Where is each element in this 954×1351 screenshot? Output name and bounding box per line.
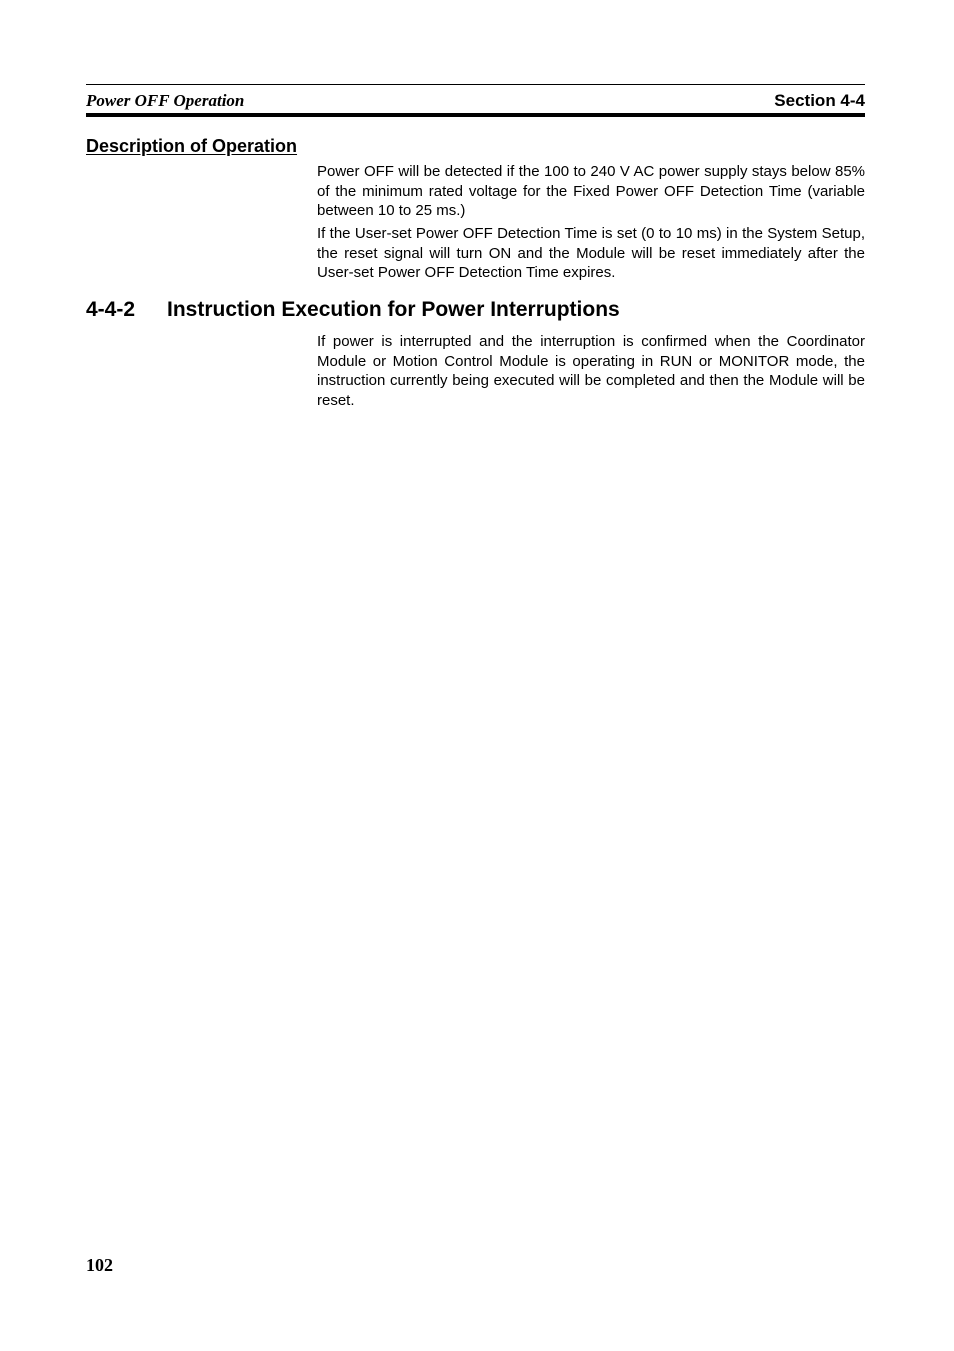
section-title: Instruction Execution for Power Interruptions (167, 298, 620, 321)
description-heading: Description of Operation (86, 136, 298, 156)
section-paragraph-1: If power is interrupted and the interruption is confirmed when the Coordinator Module or Motion Control Module is operating in RUN or MONITOR mode, the instruction currently being executed will be completed and then the Module will be reset. (317, 333, 865, 409)
page-number: 102 (86, 1255, 113, 1275)
running-header-title: Power OFF Operation (86, 91, 245, 110)
description-paragraph-1: Power OFF will be detected if the 100 to 240 V AC power supply stays below 85% of the minimum rated voltage for the Fixed Power OFF Detection Time (variable between 10 to 25 ms.) (317, 163, 865, 219)
running-header-section: Section 4-4 (774, 91, 865, 110)
header-bottom-rule (86, 113, 865, 117)
section-number: 4-4-2 (86, 298, 136, 321)
section-heading (86, 297, 620, 323)
header-top-rule (86, 84, 865, 85)
description-paragraph-2: If the User-set Power OFF Detection Time is set (0 to 10 ms) in the System Setup, the reset signal will turn ON and the Module will be reset immediately after the User-set Power OFF Detection Time expires. (317, 225, 865, 281)
